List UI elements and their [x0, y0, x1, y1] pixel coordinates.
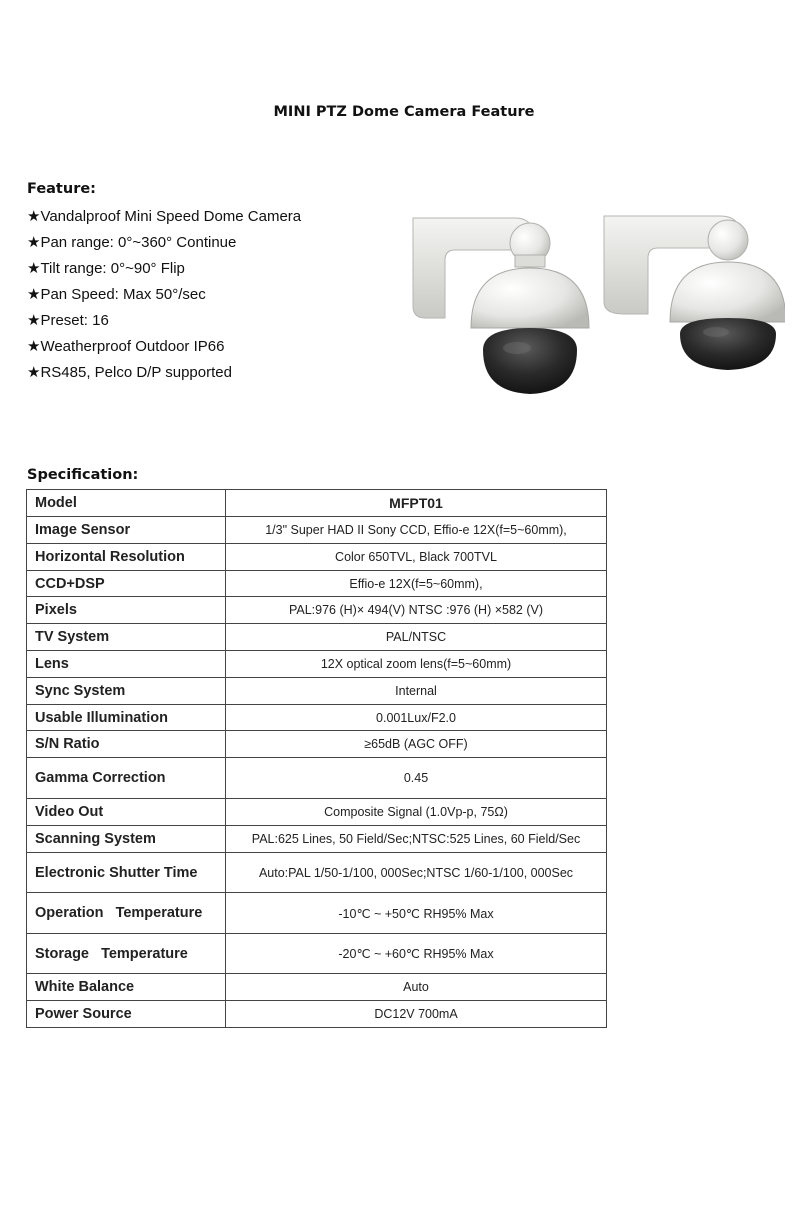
star-icon: ★ [27, 312, 41, 329]
spec-value: MFPT01 [226, 490, 607, 517]
spec-value: Internal [226, 678, 607, 705]
feature-item: ★RS485, Pelco D/P supported [27, 364, 232, 381]
spec-value: 1/3" Super HAD II Sony CCD, Effio-e 12X(f=5~60mm), [226, 517, 607, 544]
spec-key: Image Sensor [27, 517, 226, 544]
spec-key: Electronic Shutter Time [27, 853, 226, 893]
spec-key: Video Out [27, 799, 226, 826]
feature-heading: Feature: [27, 181, 96, 197]
table-row [27, 490, 607, 517]
spec-key: Gamma Correction [27, 758, 226, 799]
spec-value: PAL/NTSC [226, 624, 607, 651]
spec-key: Model [27, 490, 226, 517]
star-icon: ★ [27, 286, 41, 303]
table-row [27, 731, 607, 758]
table-row [27, 597, 607, 624]
spec-value: 12X optical zoom lens(f=5~60mm) [226, 651, 607, 678]
feature-item: ★Tilt range: 0°~90° Flip [27, 260, 185, 277]
feature-item: ★Pan range: 0°~360° Continue [27, 234, 237, 251]
spec-key: White Balance [27, 974, 226, 1001]
spec-key: Operation Temperature [27, 893, 226, 934]
spec-key: Storage Temperature [27, 934, 226, 974]
spec-key: Power Source [27, 1001, 226, 1028]
spec-value: Auto:PAL 1/50-1/100, 000Sec;NTSC 1/60-1/100, 000Sec [226, 853, 607, 893]
camera-product-photo [405, 210, 785, 400]
spec-key: Scanning System [27, 826, 226, 853]
table-row [27, 974, 607, 1001]
spec-value: -10℃ ~ +50℃ RH95% Max [226, 893, 607, 934]
table-row [27, 571, 607, 597]
feature-item: ★Preset: 16 [27, 312, 109, 329]
spec-value: 0.45 [226, 758, 607, 799]
table-row [27, 517, 607, 544]
star-icon: ★ [27, 234, 41, 251]
table-row [27, 678, 607, 705]
table-row [27, 758, 607, 799]
star-icon: ★ [27, 208, 41, 225]
table-row [27, 624, 607, 651]
spec-key: TV System [27, 624, 226, 651]
feature-item: ★Weatherproof Outdoor IP66 [27, 338, 225, 355]
spec-key: Lens [27, 651, 226, 678]
spec-key: Sync System [27, 678, 226, 705]
table-row [27, 893, 607, 934]
spec-key: Usable Illumination [27, 705, 226, 731]
camera-right [604, 216, 785, 370]
feature-item: ★Vandalproof Mini Speed Dome Camera [27, 208, 302, 225]
spec-key: S/N Ratio [27, 731, 226, 758]
star-icon: ★ [27, 338, 41, 355]
spec-value: ≥65dB (AGC OFF) [226, 731, 607, 758]
table-row [27, 705, 607, 731]
spec-value: Auto [226, 974, 607, 1001]
spec-value: PAL:976 (H)× 494(V) NTSC :976 (H) ×582 (V) [226, 597, 607, 624]
table-row [27, 544, 607, 571]
page-title: MINI PTZ Dome Camera Feature [273, 104, 535, 120]
specification-table [26, 489, 607, 1028]
spec-value: -20℃ ~ +60℃ RH95% Max [226, 934, 607, 974]
table-row [27, 1001, 607, 1028]
spec-key: CCD+DSP [27, 571, 226, 597]
table-row [27, 934, 607, 974]
feature-item: ★Pan Speed: Max 50°/sec [27, 286, 206, 303]
table-row [27, 853, 607, 893]
table-row [27, 651, 607, 678]
spec-value: Composite Signal (1.0Vp-p, 75Ω) [226, 799, 607, 826]
spec-value: Color 650TVL, Black 700TVL [226, 544, 607, 571]
table-row [27, 826, 607, 853]
spec-value: Effio-e 12X(f=5~60mm), [226, 571, 607, 597]
feature-list [27, 206, 301, 388]
spec-value: PAL:625 Lines, 50 Field/Sec;NTSC:525 Lines, 60 Field/Sec [226, 826, 607, 853]
spec-value: 0.001Lux/F2.0 [226, 705, 607, 731]
spec-key: Horizontal Resolution [27, 544, 226, 571]
star-icon: ★ [27, 364, 41, 381]
table-row [27, 799, 607, 826]
specification-heading: Specification: [27, 467, 139, 483]
spec-key: Pixels [27, 597, 226, 624]
spec-value: DC12V 700mA [226, 1001, 607, 1028]
star-icon: ★ [27, 260, 41, 277]
camera-left [413, 218, 589, 394]
